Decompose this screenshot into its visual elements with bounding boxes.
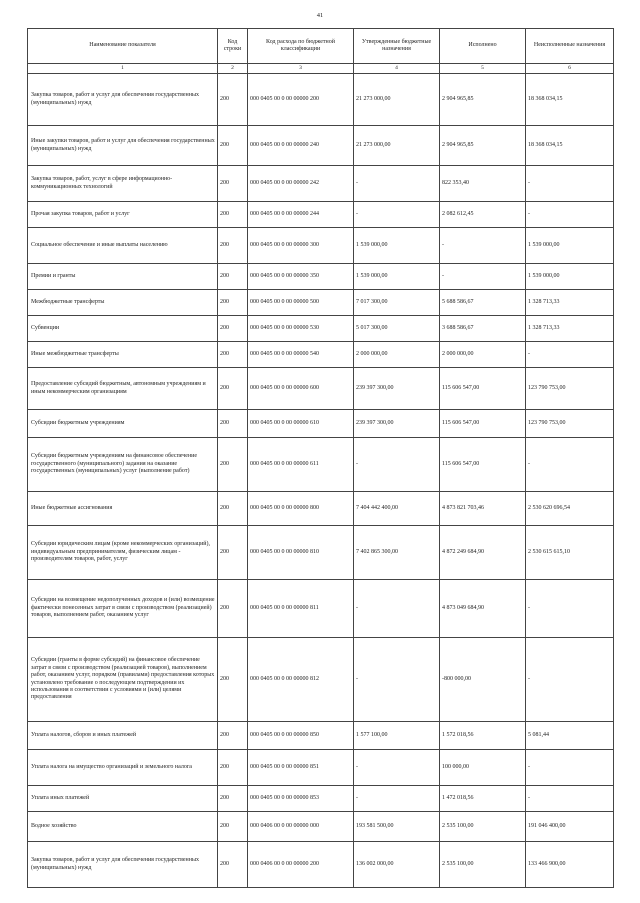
row-class-code: 000 0405 00 0 00 00000 810	[248, 526, 354, 580]
table-row	[28, 410, 614, 438]
row-name: Закупка товаров, работ, услуг в сфере информационно-коммуникационных технологий	[28, 166, 218, 202]
row-line-code: 200	[218, 202, 248, 228]
row-line-code: 200	[218, 368, 248, 410]
row-unexecuted: -	[526, 342, 614, 368]
row-line-code: 200	[218, 786, 248, 812]
header-line-code: Код строки	[218, 29, 248, 64]
row-class-code: 000 0405 00 0 00 00000 611	[248, 438, 354, 492]
row-class-code: 000 0405 00 0 00 00000 610	[248, 410, 354, 438]
header-indicator-name: Наименование показателя	[28, 29, 218, 64]
row-approved: -	[354, 166, 440, 202]
row-executed: -	[440, 228, 526, 264]
table-row	[28, 316, 614, 342]
row-executed: 4 873 821 703,46	[440, 492, 526, 526]
row-class-code: 000 0405 00 0 00 00000 800	[248, 492, 354, 526]
row-unexecuted: 1 539 000,00	[526, 228, 614, 264]
header-budget-class-code: Код расхода по бюджетной классификации	[248, 29, 354, 64]
column-number: 5	[440, 64, 526, 74]
row-line-code: 200	[218, 438, 248, 492]
row-name: Уплата иных платежей	[28, 786, 218, 812]
row-name: Уплата налога на имущество организаций и земельного налога	[28, 750, 218, 786]
row-approved: 7 404 442 400,00	[354, 492, 440, 526]
row-line-code: 200	[218, 410, 248, 438]
table-row	[28, 492, 614, 526]
row-class-code: 000 0405 00 0 00 00000 851	[248, 750, 354, 786]
row-class-code: 000 0405 00 0 00 00000 240	[248, 126, 354, 166]
row-unexecuted: -	[526, 750, 614, 786]
row-approved: -	[354, 202, 440, 228]
row-line-code: 200	[218, 166, 248, 202]
row-approved: 21 273 000,00	[354, 74, 440, 126]
table-row	[28, 74, 614, 126]
column-number: 4	[354, 64, 440, 74]
table-row	[28, 202, 614, 228]
row-name: Межбюджетные трансферты	[28, 290, 218, 316]
table-row	[28, 438, 614, 492]
row-executed: -	[440, 264, 526, 290]
table-row	[28, 580, 614, 638]
row-unexecuted: 18 368 034,15	[526, 126, 614, 166]
row-line-code: 200	[218, 290, 248, 316]
table-row	[28, 368, 614, 410]
column-number: 1	[28, 64, 218, 74]
row-unexecuted: 2 530 615 615,10	[526, 526, 614, 580]
row-name: Предоставление субсидий бюджетным, автономным учреждениям и иным некоммерческим организациям	[28, 368, 218, 410]
row-line-code: 200	[218, 842, 248, 888]
row-line-code: 200	[218, 228, 248, 264]
row-approved: -	[354, 438, 440, 492]
row-name: Иные бюджетные ассигнования	[28, 492, 218, 526]
row-approved: 239 397 300,00	[354, 368, 440, 410]
row-approved: 5 017 300,00	[354, 316, 440, 342]
row-name: Субсидии (гранты в форме субсидий) на финансовое обеспечение затрат в связи с производством (реализацией товаров), выполнением работ, оказанием услуг, порядком (правилами) предоставления которых установлено требование о последующем подтверждении их использования в соответствии с условиями и (или) целями предоставления	[28, 638, 218, 722]
table-row	[28, 750, 614, 786]
row-class-code: 000 0405 00 0 00 00000 350	[248, 264, 354, 290]
row-executed: 1 572 018,56	[440, 722, 526, 750]
row-line-code: 200	[218, 722, 248, 750]
row-approved: 239 397 300,00	[354, 410, 440, 438]
row-executed: 100 000,00	[440, 750, 526, 786]
table-row	[28, 264, 614, 290]
row-unexecuted: -	[526, 438, 614, 492]
row-executed: 4 872 249 684,90	[440, 526, 526, 580]
row-executed: 2 904 965,85	[440, 126, 526, 166]
row-name: Закупка товаров, работ и услуг для обеспечения государственных (муниципальных) нужд	[28, 842, 218, 888]
row-name: Иные закупки товаров, работ и услуг для обеспечения государственных (муниципальных) нужд	[28, 126, 218, 166]
row-name: Уплата налогов, сборов и иных платежей	[28, 722, 218, 750]
table-row	[28, 126, 614, 166]
row-executed: 1 472 018,56	[440, 786, 526, 812]
row-executed: 2 000 000,00	[440, 342, 526, 368]
row-name: Субсидии бюджетным учреждениям на финансовое обеспечение государственного (муниципального) задания на оказание государственных (муниципальных) услуг (выполнение работ)	[28, 438, 218, 492]
row-name: Социальное обеспечение и иные выплаты населению	[28, 228, 218, 264]
row-line-code: 200	[218, 264, 248, 290]
row-approved: 7 017 300,00	[354, 290, 440, 316]
row-unexecuted: 18 368 034,15	[526, 74, 614, 126]
column-number: 3	[248, 64, 354, 74]
row-unexecuted: 123 790 753,00	[526, 368, 614, 410]
row-executed: 5 688 586,67	[440, 290, 526, 316]
header-executed: Исполнено	[440, 29, 526, 64]
row-approved: 1 539 000,00	[354, 264, 440, 290]
row-name: Прочая закупка товаров, работ и услуг	[28, 202, 218, 228]
row-unexecuted: 5 081,44	[526, 722, 614, 750]
row-class-code: 000 0405 00 0 00 00000 811	[248, 580, 354, 638]
column-number-row	[28, 64, 614, 74]
row-unexecuted: -	[526, 580, 614, 638]
header-approved: Утвержденные бюджетные назначения	[354, 29, 440, 64]
table-row	[28, 812, 614, 842]
row-unexecuted: 191 046 400,00	[526, 812, 614, 842]
row-name: Водное хозяйство	[28, 812, 218, 842]
row-line-code: 200	[218, 526, 248, 580]
row-executed: 115 606 547,00	[440, 368, 526, 410]
row-class-code: 000 0405 00 0 00 00000 853	[248, 786, 354, 812]
row-executed: 2 904 965,85	[440, 74, 526, 126]
table-row	[28, 842, 614, 888]
row-unexecuted: 123 790 753,00	[526, 410, 614, 438]
table-row	[28, 638, 614, 722]
row-approved: 136 002 000,00	[354, 842, 440, 888]
table-row	[28, 722, 614, 750]
table-row	[28, 290, 614, 316]
row-unexecuted: 133 466 900,00	[526, 842, 614, 888]
row-name: Субсидии юридическим лицам (кроме некоммерческих организаций), индивидуальным предпринимателям, физическим лицам - производителям товаров, работ, услуг	[28, 526, 218, 580]
row-line-code: 200	[218, 812, 248, 842]
row-class-code: 000 0405 00 0 00 00000 244	[248, 202, 354, 228]
table-row	[28, 166, 614, 202]
row-line-code: 200	[218, 316, 248, 342]
row-line-code: 200	[218, 638, 248, 722]
row-line-code: 200	[218, 126, 248, 166]
row-class-code: 000 0405 00 0 00 00000 300	[248, 228, 354, 264]
row-approved: -	[354, 786, 440, 812]
row-approved: -	[354, 638, 440, 722]
row-approved: 1 577 100,00	[354, 722, 440, 750]
row-line-code: 200	[218, 580, 248, 638]
row-unexecuted: -	[526, 202, 614, 228]
row-executed: 3 688 586,67	[440, 316, 526, 342]
row-executed: -800 000,00	[440, 638, 526, 722]
row-name: Субсидии бюджетным учреждениям	[28, 410, 218, 438]
header-unexecuted: Неисполненные назначения	[526, 29, 614, 64]
row-class-code: 000 0405 00 0 00 00000 200	[248, 74, 354, 126]
row-class-code: 000 0405 00 0 00 00000 242	[248, 166, 354, 202]
row-unexecuted: 1 539 000,00	[526, 264, 614, 290]
row-line-code: 200	[218, 492, 248, 526]
row-approved: 21 273 000,00	[354, 126, 440, 166]
row-executed: 4 873 049 684,90	[440, 580, 526, 638]
row-executed: 2 535 100,00	[440, 842, 526, 888]
row-approved: -	[354, 750, 440, 786]
row-unexecuted: -	[526, 638, 614, 722]
row-name: Премии и гранты	[28, 264, 218, 290]
budget-execution-table	[27, 28, 614, 888]
row-class-code: 000 0405 00 0 00 00000 850	[248, 722, 354, 750]
row-class-code: 000 0405 00 0 00 00000 600	[248, 368, 354, 410]
row-name: Субвенции	[28, 316, 218, 342]
row-class-code: 000 0405 00 0 00 00000 530	[248, 316, 354, 342]
row-class-code: 000 0405 00 0 00 00000 540	[248, 342, 354, 368]
row-line-code: 200	[218, 74, 248, 126]
page-number: 41	[316, 12, 324, 19]
table-header-row	[28, 29, 614, 64]
row-unexecuted: 2 530 620 696,54	[526, 492, 614, 526]
row-unexecuted: 1 328 713,33	[526, 290, 614, 316]
table-row	[28, 526, 614, 580]
row-class-code: 000 0405 00 0 00 00000 812	[248, 638, 354, 722]
row-class-code: 000 0406 00 0 00 00000 000	[248, 812, 354, 842]
row-class-code: 000 0406 00 0 00 00000 200	[248, 842, 354, 888]
row-approved: -	[354, 580, 440, 638]
column-number: 6	[526, 64, 614, 74]
row-line-code: 200	[218, 342, 248, 368]
row-unexecuted: -	[526, 166, 614, 202]
row-unexecuted: 1 328 713,33	[526, 316, 614, 342]
row-executed: 822 353,40	[440, 166, 526, 202]
row-approved: 7 402 865 300,00	[354, 526, 440, 580]
row-name: Субсидии на возмещение недополученных доходов и (или) возмещение фактически понесенных затрат в связи с производством (реализацией) товаров, выполнением работ, оказанием услуг	[28, 580, 218, 638]
column-number: 2	[218, 64, 248, 74]
row-executed: 115 606 547,00	[440, 438, 526, 492]
table-row	[28, 342, 614, 368]
table-row	[28, 228, 614, 264]
row-name: Иные межбюджетные трансферты	[28, 342, 218, 368]
row-executed: 2 082 612,45	[440, 202, 526, 228]
row-executed: 2 535 100,00	[440, 812, 526, 842]
row-unexecuted: -	[526, 786, 614, 812]
row-approved: 193 581 500,00	[354, 812, 440, 842]
table-row	[28, 786, 614, 812]
row-executed: 115 606 547,00	[440, 410, 526, 438]
row-approved: 2 000 000,00	[354, 342, 440, 368]
row-line-code: 200	[218, 750, 248, 786]
row-approved: 1 539 000,00	[354, 228, 440, 264]
row-name: Закупка товаров, работ и услуг для обеспечения государственных (муниципальных) нужд	[28, 74, 218, 126]
row-class-code: 000 0405 00 0 00 00000 500	[248, 290, 354, 316]
